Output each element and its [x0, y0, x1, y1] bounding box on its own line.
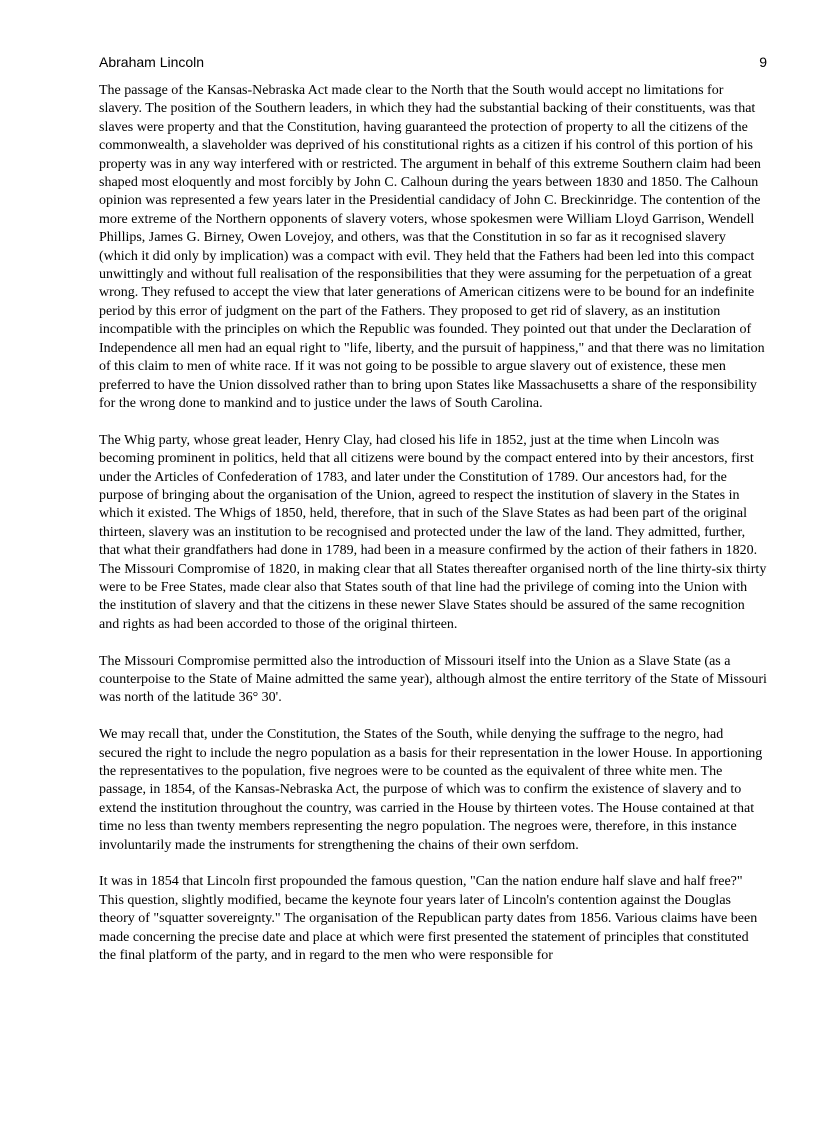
paragraph-3: The Missouri Compromise permitted also the introduction of Missouri itself into the Union as a Slave State (as a counterpoise to the State of Maine admitted the same year), although almost the entire territory of the State of Missouri was north of the latitude 36° 30'.: [99, 653, 767, 706]
body-text: [99, 82, 767, 984]
running-header: [99, 53, 767, 73]
paragraph-5: It was in 1854 that Lincoln first propounded the famous question, "Can the nation endure half slave and half free?" This question, slightly modified, became the keynote four years later of Lincoln's contention against the Douglas theory of "squatter sovereignty." The organisation of the Republican party dates from 1856. Various claims have been made concerning the precise date and place at which were first presented the statement of principles that constituted the final platform of the party, and in regard to the men who were responsible for: [99, 874, 758, 964]
page-number: 9: [759, 54, 767, 70]
paragraph-2: The Whig party, whose great leader, Henry Clay, had closed his life in 1852, just at the time when Lincoln was becoming prominent in politics, held that all citizens were bound by the compact entered into by their ancestors, first under the Articles of Confederation of 1783, and later under the Constitution of 1789. Our ancestors had, for the purpose of bringing about the organisation of the Union, agreed to respect the institution of slavery in the States in which it existed. The Whigs of 1850, held, therefore, that in such of the Slave States as had been part of the original thirteen, slavery was an institution to be recognised and protected under the law of the land. They admitted, further, that what their grandfathers had done in 1789, had been in a measure confirmed by the action of their fathers in 1820. The Missouri Compromise of 1820, in making clear that all States thereafter organised north of the line thirty-six thirty were to be Free States, made clear also that States south of that line had the privilege of coming into the Union with the institution of slavery and that the citizens in these newer Slave States should be assured of the same recognition and rights as had been accorded to those of the original thirteen.: [99, 432, 767, 632]
paragraph-4: We may recall that, under the Constitution, the States of the South, while denying the suffrage to the negro, had secured the right to include the negro population as a basis for their representation in the lower House. In apportioning the representatives to the population, five negroes were to be counted as the equivalent of three white men. The passage, in 1854, of the Kansas-Nebraska Act, the purpose of which was to confirm the existence of slavery and to extend the institution throughout the country, was carried in the House by thirteen votes. The House contained at that time no less than twenty members representing the negro population. The negroes were, therefore, in this instance involuntarily made the instruments for strengthening the chains of their own serfdom.: [99, 727, 763, 853]
paragraph-1: The passage of the Kansas-Nebraska Act made clear to the North that the South would accept no limitations for slavery. The position of the Southern leaders, in which they had the substantial backing of their constituents, was that slaves were property and that the Constitution, having guaranteed the protection of property to all the citizens of the commonwealth, a slaveholder was deprived of his constitutional rights as a citizen if his control of this portion of his property was in any way interfered with or restricted. The argument in behalf of this extreme Southern claim had been shaped most eloquently and most forcibly by John C. Calhoun during the years between 1830 and 1850. The Calhoun opinion was represented a few years later in the Presidential candidacy of John C. Breckinridge. The contention of the more extreme of the Northern opponents of slavery voters, whose spokesmen were William Lloyd Garrison, Wendell Phillips, James G. Birney, Owen Lovejoy, and others, was that the Constitution in so far as it recognised slavery (which it did only by implication) was a compact with evil. They held that the Fathers had been led into this compact unwittingly and without full realisation of the responsibilities that they were assuming for the perpetuation of a great wrong. They refused to accept the view that later generations of American citizens were to be bound for an indefinite period by this error of judgment on the part of the Fathers. They proposed to get rid of slavery, as an institution incompatible with the principles on which the Republic was founded. They pointed out that under the Declaration of Independence all men had an equal right to "life, liberty, and the pursuit of happiness," and that there was no limitation of this claim to men of white race. If it was not going to be possible to argue slavery out of existence, these men preferred to have the Union dissolved rather than to bring upon States like Massachusetts a share of the responsibility for the wrong done to mankind and to justice under the laws of South Carolina.: [99, 83, 765, 411]
header-title: Abraham Lincoln: [99, 54, 205, 70]
